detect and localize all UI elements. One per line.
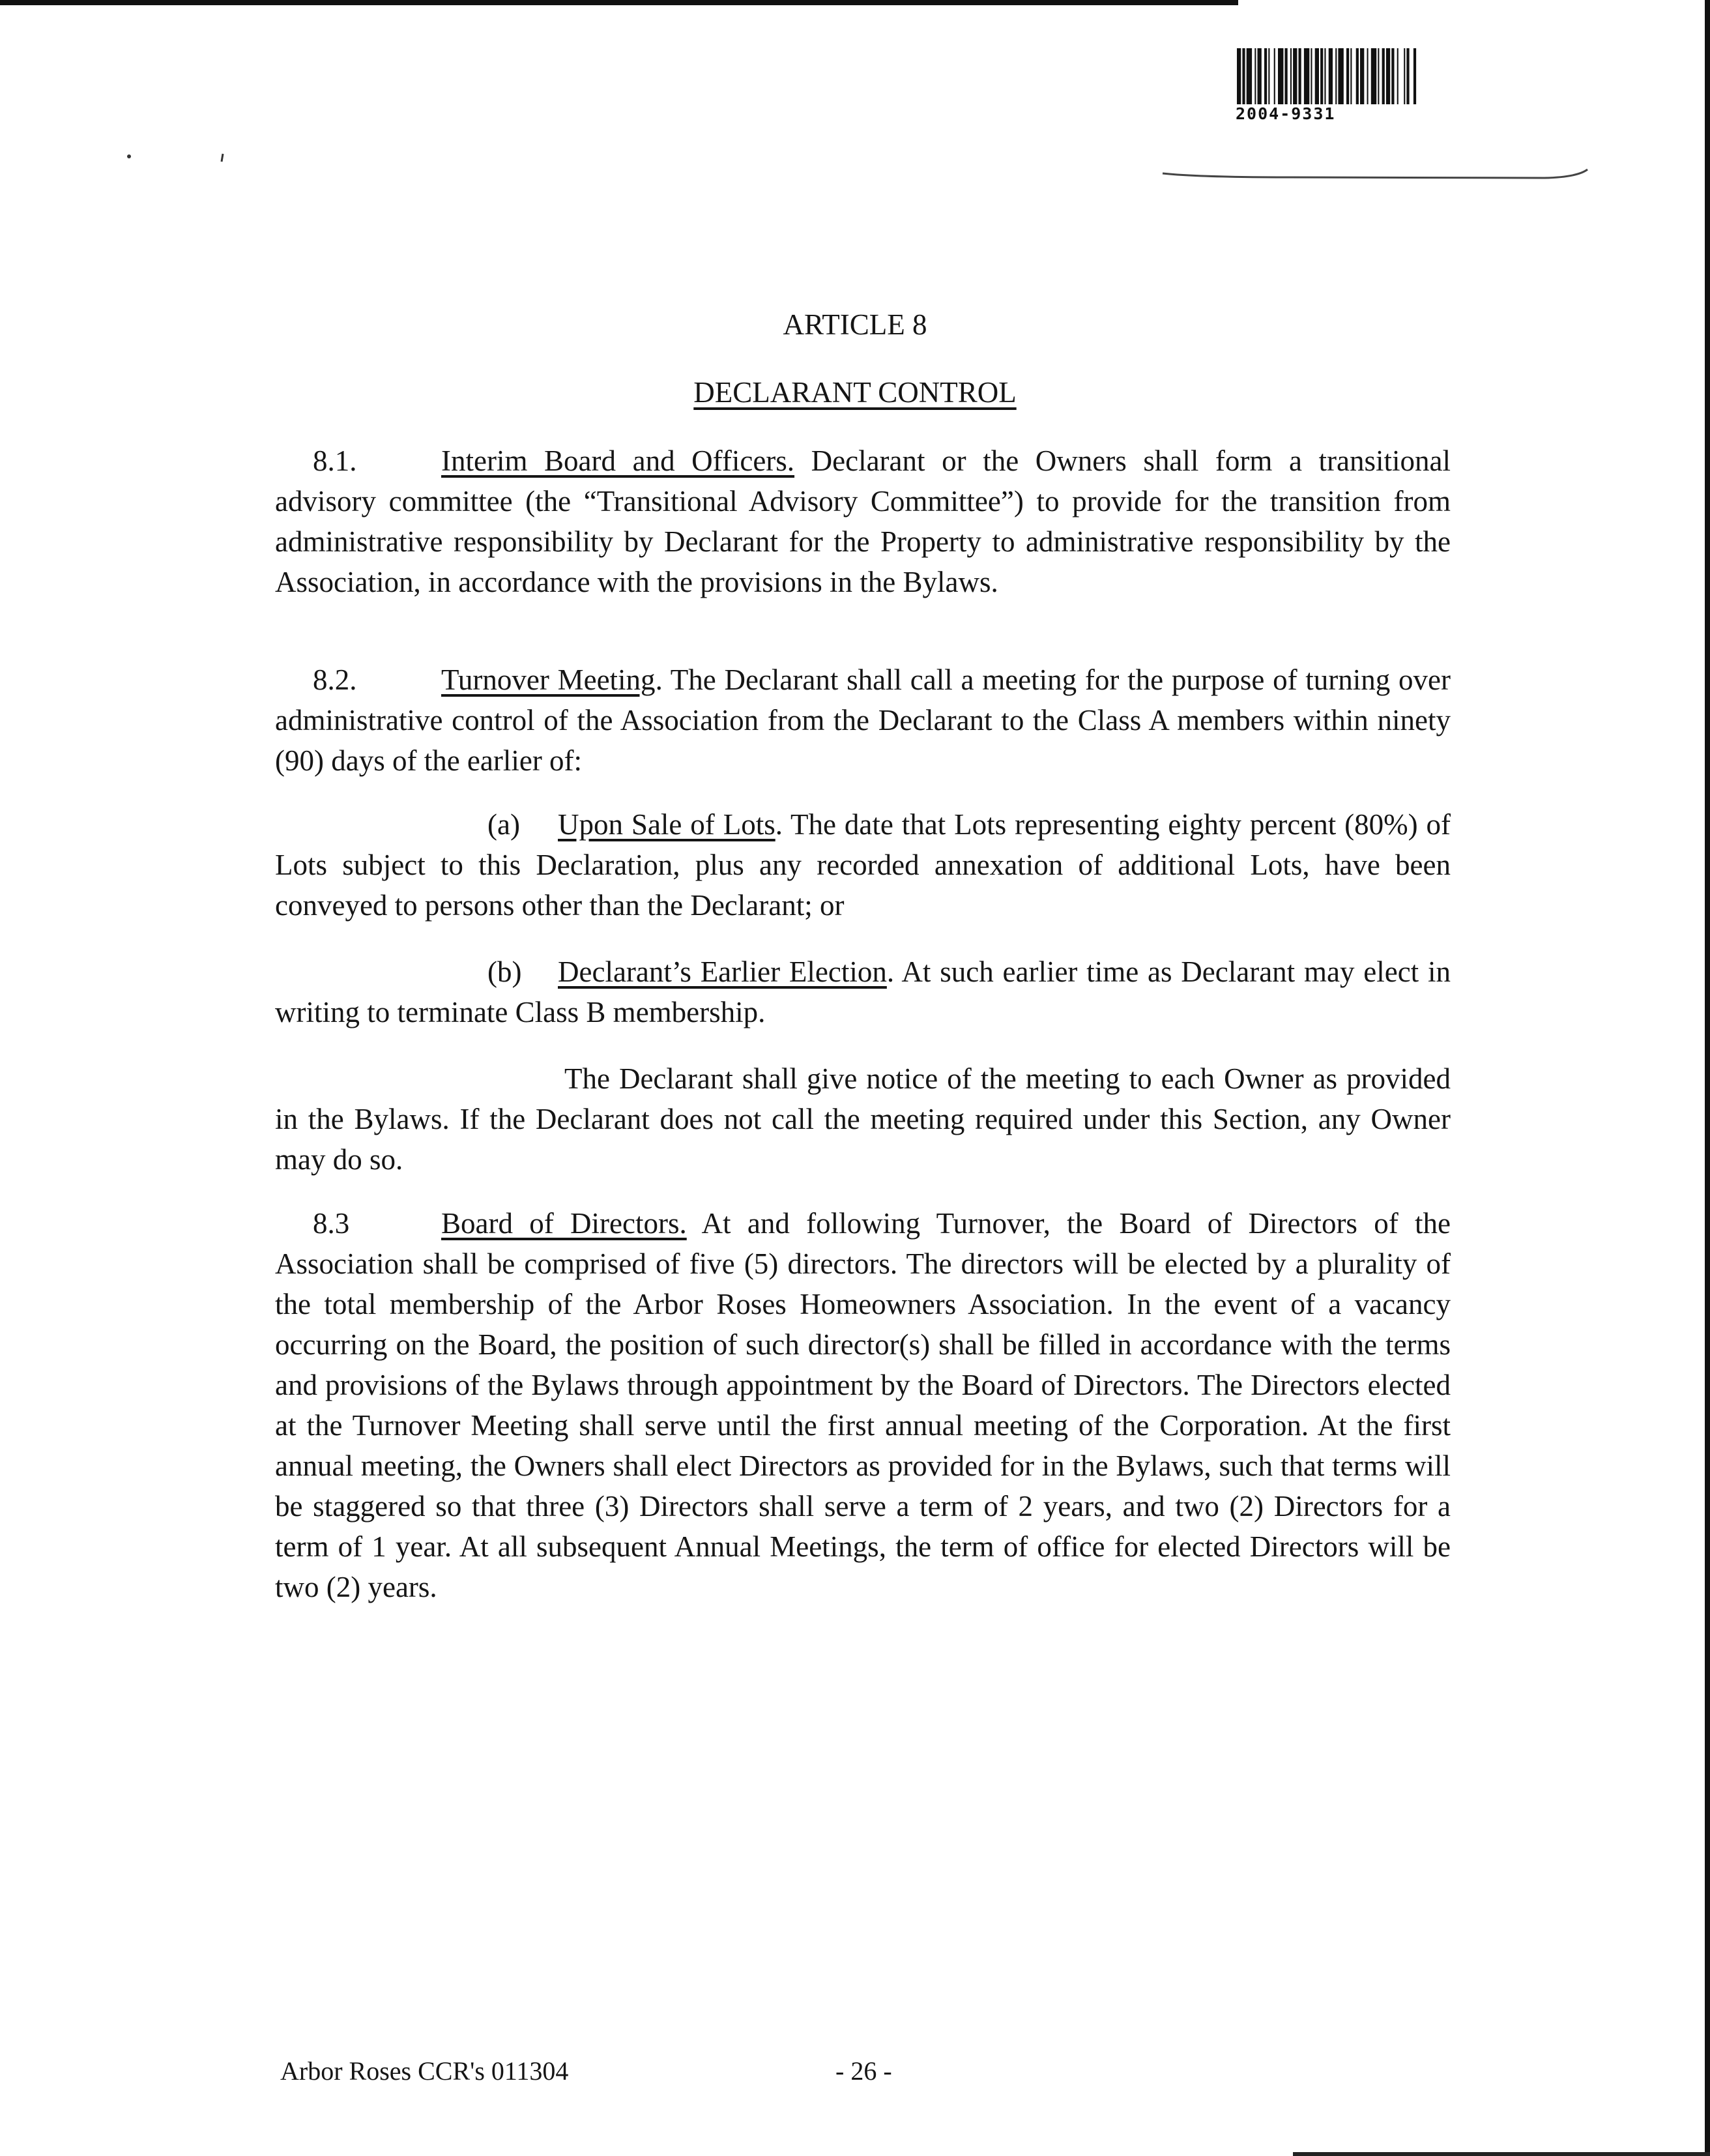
subsection-title: Declarant’s Earlier Election <box>558 955 887 988</box>
section-number: 8.2. <box>313 663 357 696</box>
scan-edge-top <box>0 0 1238 5</box>
subsection-label: (b) <box>487 955 522 988</box>
subsection-title: Upon Sale of Lots <box>558 808 775 841</box>
article-title: ARTICLE 8 <box>783 308 927 341</box>
page-number: - 26 - <box>835 2056 892 2086</box>
subsection-a <box>275 804 1451 925</box>
section-number: 8.3 <box>313 1207 350 1240</box>
notice-text: The Declarant shall give notice of the meeting to each Owner as provided in the Bylaws. If the Declarant does not call the meeting required under this Section, any Owner may do so. <box>275 1062 1451 1176</box>
barcode-number: 2004-9331 <box>1236 104 1336 123</box>
section-number: 8.1. <box>313 444 357 477</box>
notice-paragraph <box>275 1058 1451 1180</box>
section-8-1 <box>275 441 1451 602</box>
article-heading: DECLARANT CONTROL <box>693 376 1017 409</box>
scan-edge-bottom <box>1293 2152 1710 2156</box>
section-text: At and following Turnover, the Board of Directors of the Association shall be comprised of five (5) directors. The directors will be elected by a plurality of the total membership of the Arbor Roses Homeowners Association. In the event of a vacancy occurring on the Board, the position of such director(s) shall be filled in accordance with the terms and provisions of the Bylaws through appointment by the Board of Directors. The Directors elected at the Turnover Meeting shall serve until the first annual meeting of the Corporation. At the first annual meeting, the Owners shall elect Directors as provided for in the Bylaws, such that terms will be staggered so that three (3) Directors shall serve a term of 2 years, and two (2) Directors for a term of 1 year. At all subsequent Annual Meetings, the term of office for elected Directors will be two (2) years. <box>275 1207 1451 1603</box>
footer-document-id: Arbor Roses CCR's 011304 <box>280 2056 569 2086</box>
section-8-2 <box>275 660 1451 781</box>
scan-mark <box>1160 168 1590 188</box>
subsection-text: . The date that Lots representing eighty percent (80%) of Lots subject to this Declaration, plus any recorded annexation of additional Lots, have been conveyed to persons other than the Declarant; or <box>275 808 1451 922</box>
section-text: . The Declarant shall call a meeting for the purpose of turning over administrative control of the Association from the Declarant to the Class A members within ninety (90) days of the earlier of: <box>275 663 1451 777</box>
section-8-3 <box>275 1203 1451 1607</box>
section-title: Turnover Meeting <box>441 663 656 696</box>
subsection-text: . At such earlier time as Declarant may elect in writing to terminate Class B membership. <box>275 955 1451 1028</box>
subsection-label: (a) <box>487 808 520 841</box>
section-text: Declarant or the Owners shall form a transitional advisory committee (the “Transitional Advisory Committee”) to provide for the transition from administrative responsibility by Declarant for the Property to administrative responsibility by the Association, in accordance with the provisions in the Bylaws. <box>275 444 1451 598</box>
barcode-image <box>1236 48 1535 104</box>
section-title: Interim Board and Officers. <box>441 444 795 477</box>
section-title: Board of Directors. <box>441 1207 687 1240</box>
scan-specks <box>124 147 241 167</box>
subsection-b <box>275 952 1451 1032</box>
